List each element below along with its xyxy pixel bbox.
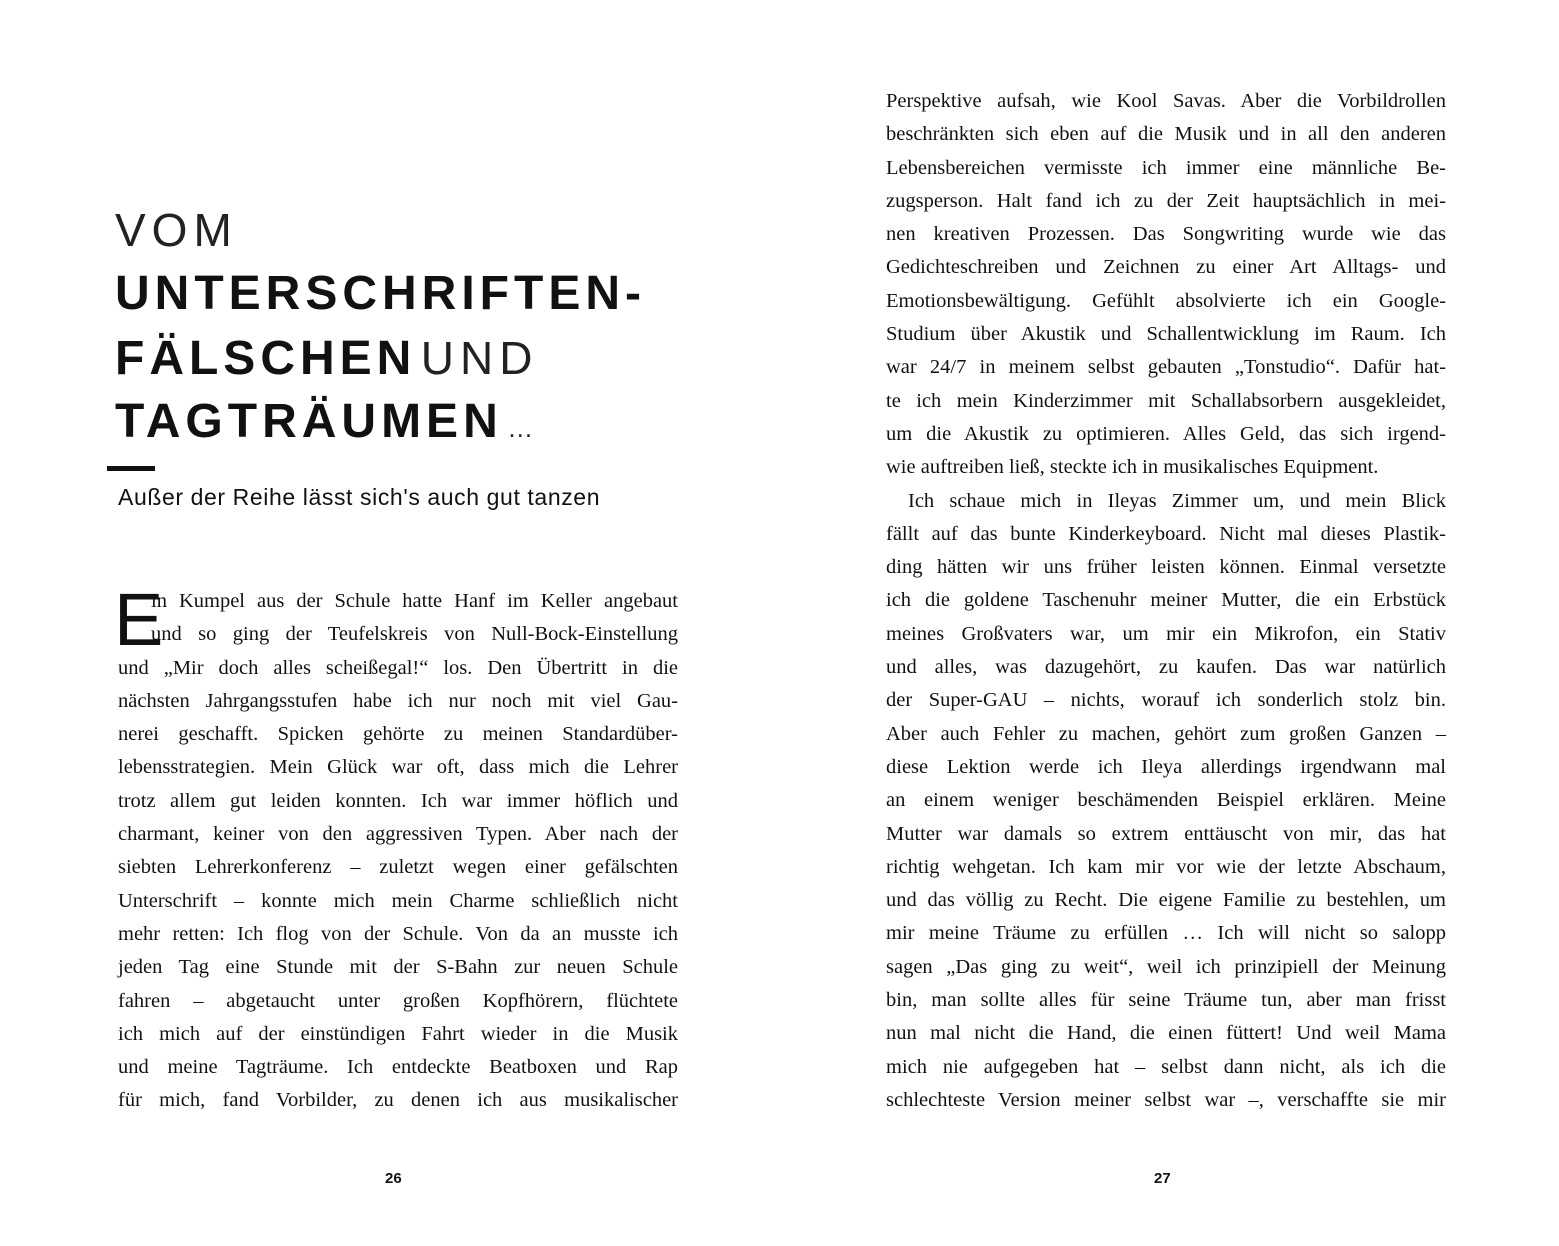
title-rule bbox=[107, 466, 155, 471]
text-line: fahren – abgetaucht unter großen Kopfhörern, flüchtete bbox=[118, 989, 678, 1012]
chapter-title bbox=[115, 198, 755, 454]
text-line: Aber auch Fehler zu machen, gehört zum großen Ganzen – bbox=[886, 722, 1446, 745]
text-line: Studium über Akustik und Schallentwicklung im Raum. Ich bbox=[886, 323, 1446, 346]
text-line: sagen „Das ging zu weit“, weil ich prinzipiell der Meinung bbox=[886, 955, 1446, 978]
title-line-2: UNTERSCHRIFTEN- bbox=[115, 267, 646, 320]
title-line-1: VOM bbox=[115, 204, 238, 256]
title-word-tagtraeumen: TAGTRÄUMEN bbox=[115, 395, 503, 448]
text-line: bin, man sollte alles für seine Träume tun, aber man frisst bbox=[886, 989, 1446, 1012]
title-ellipsis: … bbox=[507, 413, 538, 443]
text-line: schlechteste Version meiner selbst war –, verschaffte sie mir bbox=[886, 1088, 1446, 1111]
text-line: lebensstrategien. Mein Glück war oft, dass mich die Lehrer bbox=[118, 756, 678, 779]
text-line: nen kreativen Prozessen. Das Songwriting wurde wie das bbox=[886, 223, 1446, 246]
text-line: richtig wehgetan. Ich kam mir vor wie der letzte Abschaum, bbox=[886, 855, 1446, 878]
text-line: wie auftreiben ließ, steckte ich in musikalisches Equipment. bbox=[886, 456, 1379, 479]
text-line: Perspektive aufsah, wie Kool Savas. Aber die Vorbildrollen bbox=[886, 90, 1446, 112]
title-word-faelschen: FÄLSCHEN bbox=[115, 332, 417, 385]
text-line: fällt auf das bunte Kinderkeyboard. Nicht mal dieses Plastik- bbox=[886, 522, 1446, 545]
text-line: nerei geschafft. Spicken gehörte zu meinen Standardüber- bbox=[118, 723, 678, 746]
title-line-4 bbox=[115, 390, 755, 454]
text-line: Mutter war damals so extrem enttäuscht von mir, das hat bbox=[886, 822, 1446, 845]
text-line: Emotionsbewältigung. Gefühlt absolvierte ich ein Google- bbox=[886, 289, 1446, 312]
text-line: zugsperson. Halt fand ich zu der Zeit hauptsächlich in mei- bbox=[886, 189, 1446, 212]
text-line: beschränkten sich eben auf die Musik und in all den anderen bbox=[886, 123, 1446, 146]
text-line: jeden Tag eine Stunde mit der S-Bahn zur neuen Schule bbox=[118, 956, 678, 979]
text-line: und so ging der Teufelskreis von Null-Bock-Einstellung bbox=[151, 623, 678, 646]
text-line: Gedichteschreiben und Zeichnen zu einer Art Alltags- und bbox=[886, 256, 1446, 279]
text-line: und meine Tagträume. Ich entdeckte Beatboxen und Rap bbox=[118, 1056, 678, 1079]
right-page bbox=[780, 0, 1559, 1246]
text-line: trotz allem gut leiden konnten. Ich war immer höflich und bbox=[118, 789, 678, 812]
text-line: und das völlig zu Recht. Die eigene Familie zu bestehlen, um bbox=[886, 889, 1446, 912]
text-line: nächsten Jahrgangsstufen habe ich nur noch mit viel Gau- bbox=[118, 689, 678, 712]
title-line-3 bbox=[115, 326, 755, 390]
left-body-text bbox=[118, 585, 678, 1118]
text-line: diese Lektion werde ich Ileya allerdings irgendwann mal bbox=[886, 755, 1446, 778]
text-line: Ich schaue mich in Ileyas Zimmer um, und mein Blick bbox=[908, 489, 1446, 512]
text-line: siebten Lehrerkonferenz – zuletzt wegen einer gefälschten bbox=[118, 856, 678, 879]
text-line: der Super-GAU – nichts, worauf ich sonderlich stolz bin. bbox=[886, 689, 1446, 712]
text-line: an einem weniger beschämenden Beispiel erklären. Meine bbox=[886, 789, 1446, 812]
text-line: ding hätten wir uns früher leisten können. Einmal versetzte bbox=[886, 556, 1446, 579]
text-line: mehr retten: Ich flog von der Schule. Von da an musste ich bbox=[118, 922, 678, 945]
text-line: in Kumpel aus der Schule hatte Hanf im Keller angebaut bbox=[151, 590, 678, 612]
text-line: und „Mir doch alles scheißegal!“ los. Den Übertritt in die bbox=[118, 656, 678, 679]
text-line: ich mich auf der einstündigen Fahrt wieder in die Musik bbox=[118, 1022, 678, 1045]
text-line: mir meine Träume zu erfüllen … Ich will nicht so salopp bbox=[886, 922, 1446, 945]
page-number: 27 bbox=[1154, 1170, 1171, 1187]
text-line: charmant, keiner von den aggressiven Typen. Aber nach der bbox=[118, 823, 678, 846]
text-line: und alles, was dazugehört, zu kaufen. Das war natürlich bbox=[886, 656, 1446, 679]
drop-cap: E bbox=[114, 578, 164, 661]
text-line: nun mal nicht die Hand, die einen füttert! Und weil Mama bbox=[886, 1022, 1446, 1045]
text-line: meines Großvaters war, um mir ein Mikrofon, ein Stativ bbox=[886, 622, 1446, 645]
text-line: Lebensbereichen vermisste ich immer eine männliche Be- bbox=[886, 156, 1446, 179]
chapter-subtitle: Außer der Reihe lässt sich's auch gut tanzen bbox=[118, 484, 601, 510]
text-line: um die Akustik zu optimieren. Alles Geld, das sich irgend- bbox=[886, 422, 1446, 445]
text-line: te ich mein Kinderzimmer mit Schallabsorbern ausgekleidet, bbox=[886, 389, 1446, 412]
text-line: Unterschrift – konnte mich mein Charme schließlich nicht bbox=[118, 889, 678, 912]
text-line: war 24/7 in meinem selbst gebauten „Tonstudio“. Dafür hat- bbox=[886, 356, 1446, 379]
title-word-und: UND bbox=[420, 332, 539, 384]
text-line: mich nie aufgegeben hat – selbst dann nicht, als ich die bbox=[886, 1055, 1446, 1078]
page-number: 26 bbox=[385, 1170, 402, 1187]
right-body-text bbox=[886, 85, 1446, 1117]
text-line: für mich, fand Vorbilder, zu denen ich aus musikalischer bbox=[118, 1089, 678, 1112]
text-line: ich die goldene Taschenuhr meiner Mutter, die ein Erbstück bbox=[886, 589, 1446, 612]
